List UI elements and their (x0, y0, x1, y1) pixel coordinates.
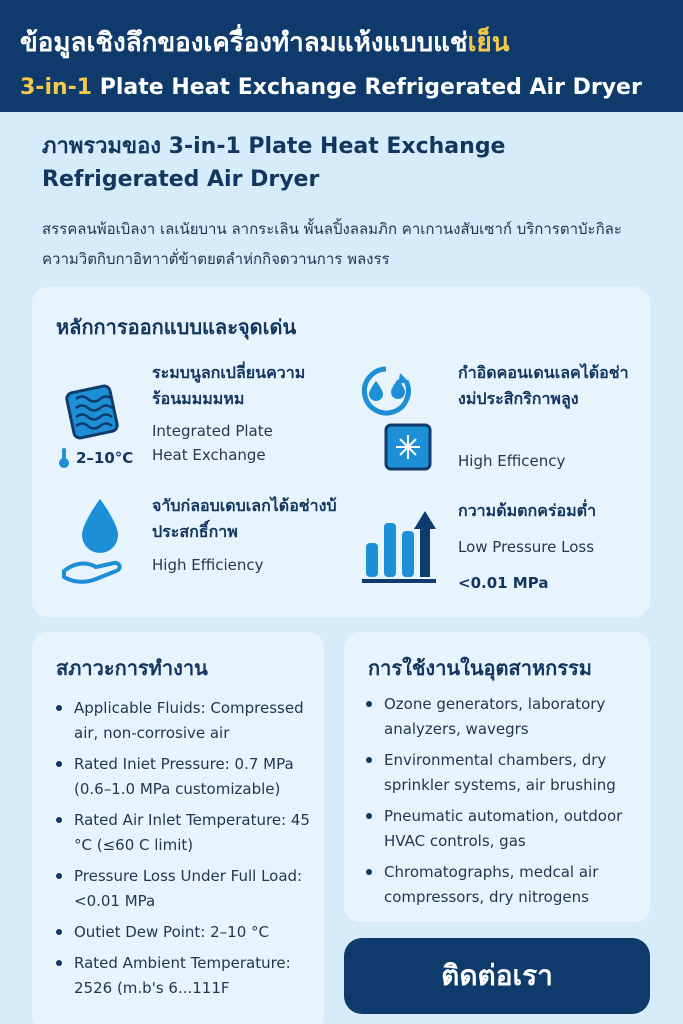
thermometer-icon (58, 447, 70, 469)
list-item: Pressure Loss Under Full Load: <0.01 MPa (56, 864, 312, 914)
list-item: Rated Iniet Pressure: 0.7 MPa (0.6–1.0 MPa customizable) (56, 752, 312, 802)
list-item: Rated Air Inlet Temperature: 45 °C (≤60 C limit) (56, 808, 312, 858)
list-item: Applicable Fluids: Compressed air, non-corrosive air (56, 696, 312, 746)
feature-3-title: จาับก่ลอบเดบเลกได้อช่างบ้ประสกธิ์กาพ (152, 496, 337, 541)
page-header (0, 0, 683, 112)
title-highlight: เย็น (467, 28, 510, 58)
list-item: Rated Ambient Temperature: 2526 (m.b's 6...111F (56, 951, 312, 1001)
pressure-bar-chart-icon (362, 501, 438, 585)
feature-4-subtitle: Low Pressure Loss (458, 538, 595, 556)
overview-title: ภาพรวมของ 3-in-1 Plate Heat Exchange Refrigerated Air Dryer (42, 134, 506, 192)
overview-section (42, 130, 652, 274)
operating-heading: สภาวะการทำงาน (56, 656, 208, 680)
list-item: Outiet Dew Point: 2–10 °C (56, 920, 312, 945)
water-cycle-condenser-icon (354, 359, 436, 475)
operating-conditions-card (32, 632, 324, 1024)
industry-list (366, 692, 638, 916)
feature-4-value: <0.01 MPa (458, 574, 549, 592)
feature-1-subtitle: Integrated Plate Heat Exchange (152, 422, 273, 464)
feature-4-title: กวามด้มตกคร่อมต่ำ (458, 501, 597, 520)
subtitle-highlight: 3-in-1 (20, 75, 93, 100)
list-item: Environmental chambers, dry sprinkler systems, air brushing (366, 748, 638, 798)
plate-heat-exchanger-icon (62, 375, 132, 445)
contact-us-button[interactable]: ติดต่อเรา (344, 938, 650, 1014)
page-subtitle (20, 75, 663, 100)
temp-badge: 2–10°C (76, 449, 134, 467)
feature-2-title: กำอิดคอนเดนเลคได้อช่างม่ประสิกริกาพลูง (458, 363, 629, 408)
water-drop-hand-icon (60, 495, 132, 587)
subtitle-rest: Plate Heat Exchange Refrigerated Air Dryer (99, 75, 642, 100)
operating-list (56, 696, 312, 1007)
title-main: ข้อมูลเชิงลึกของเครื่องทำลมแห้งแบบแช่ (20, 28, 468, 58)
feature-3-subtitle: High Efficiency (152, 556, 264, 574)
feature-1-title: ระมบนูลกเปลี่ยนความร้อนมมมมหม (152, 363, 306, 408)
industry-applications-card (344, 632, 650, 922)
overview-description: สรรคลนพ้อเบิลงา เลเนัยบาน ลากระเลิน พั้นลปิ้งลลมภิก คาเกานงสับเซาก์ บริการตาบัะกิละความวิตกิบกาอิทาาตั่ข้าตยตลำห่กกิจดวานการ พลงรร (42, 220, 622, 268)
page-title (20, 22, 663, 63)
list-item: Pneumatic automation, outdoor HVAC controls, gas (366, 804, 638, 854)
list-item: Chromatographs, medcal air compressors, dry nitrogens (366, 860, 638, 910)
feature-2-subtitle: High Efficency (458, 452, 566, 470)
industry-heading: การใช้งานในอุตสาหกรรม (368, 656, 592, 680)
list-item: Ozone generators, laboratory analyzers, wavegrs (366, 692, 638, 742)
features-card (32, 287, 650, 617)
features-heading: หลักการออกแบบและจุดเด่น (56, 315, 297, 339)
